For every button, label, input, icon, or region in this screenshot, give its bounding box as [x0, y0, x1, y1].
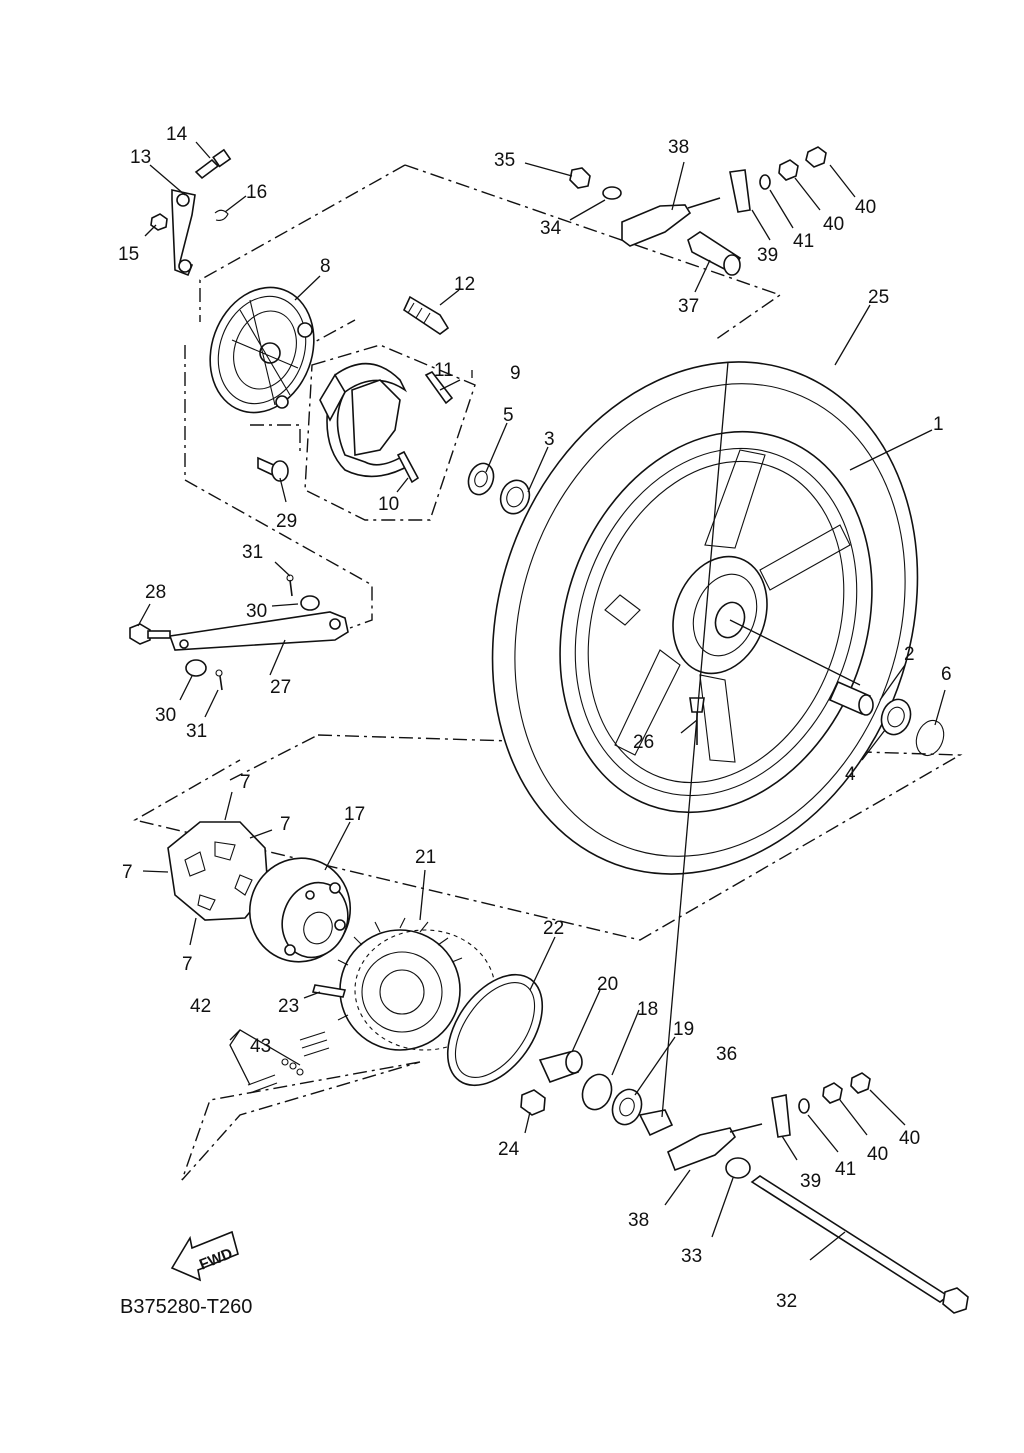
callout-15: 15	[118, 244, 140, 265]
callout-31a: 31	[242, 542, 264, 563]
callout-40d: 40	[867, 1144, 889, 1165]
callout-9: 9	[510, 363, 521, 384]
callout-28: 28	[145, 582, 167, 603]
callout-41a: 41	[793, 231, 815, 252]
callout-34: 34	[540, 218, 562, 239]
callout-39a: 39	[757, 245, 779, 266]
chain-adjuster-left	[570, 147, 826, 275]
callout-7c: 7	[122, 862, 133, 883]
callout-40b: 40	[823, 214, 845, 235]
callout-41b: 41	[835, 1159, 857, 1180]
callout-12: 12	[454, 274, 476, 295]
diagram-code: B375280-T260	[120, 1296, 253, 1318]
callout-14: 14	[166, 124, 188, 145]
callout-23: 23	[278, 996, 300, 1017]
callout-19: 19	[673, 1019, 695, 1040]
axle-spacers	[540, 1051, 672, 1135]
callout-36: 36	[716, 1044, 738, 1065]
callout-40a: 40	[855, 197, 877, 218]
callout-29: 29	[276, 511, 298, 532]
callout-18: 18	[637, 999, 659, 1020]
callout-24: 24	[498, 1139, 520, 1160]
callout-37: 37	[678, 296, 700, 317]
callout-27: 27	[270, 677, 292, 698]
callout-30a: 30	[246, 601, 268, 622]
callout-16: 16	[246, 182, 268, 203]
callout-4: 4	[845, 764, 856, 785]
callout-7b: 7	[280, 814, 291, 835]
callout-3: 3	[544, 429, 555, 450]
sprocket	[332, 918, 462, 1050]
callout-11: 11	[434, 360, 454, 381]
callout-31b: 31	[186, 721, 208, 742]
callout-21: 21	[415, 847, 437, 868]
callout-17: 17	[344, 804, 366, 825]
callout-38a: 38	[668, 137, 690, 158]
callout-7a: 7	[240, 772, 251, 793]
cam-shaft	[404, 297, 448, 334]
callout-32: 32	[776, 1291, 798, 1312]
brake-shoes	[320, 364, 452, 482]
callout-30b: 30	[155, 705, 177, 726]
panel-bolt	[258, 458, 288, 481]
callout-6: 6	[941, 664, 952, 685]
fwd-label: FWD	[197, 1245, 236, 1274]
callout-2: 2	[904, 644, 915, 665]
forward-arrow-icon	[172, 1232, 238, 1280]
callout-25: 25	[868, 287, 890, 308]
callout-10: 10	[378, 494, 400, 515]
callout-39b: 39	[800, 1171, 822, 1192]
callout-8: 8	[320, 256, 331, 277]
hub-bearings-left	[464, 460, 534, 518]
callout-20: 20	[597, 974, 619, 995]
callout-42: 42	[190, 996, 212, 1017]
callout-7d: 7	[182, 954, 193, 975]
callout-33: 33	[681, 1246, 703, 1267]
callout-38b: 38	[628, 1210, 650, 1231]
callout-5: 5	[503, 405, 514, 426]
callout-1: 1	[933, 414, 944, 435]
callout-13: 13	[130, 147, 152, 168]
callout-22: 22	[543, 918, 565, 939]
callout-43: 43	[250, 1036, 272, 1057]
callout-35: 35	[494, 150, 516, 171]
brake-arm-assembly	[151, 150, 230, 275]
callout-40c: 40	[899, 1128, 921, 1149]
callout-26: 26	[633, 732, 655, 753]
